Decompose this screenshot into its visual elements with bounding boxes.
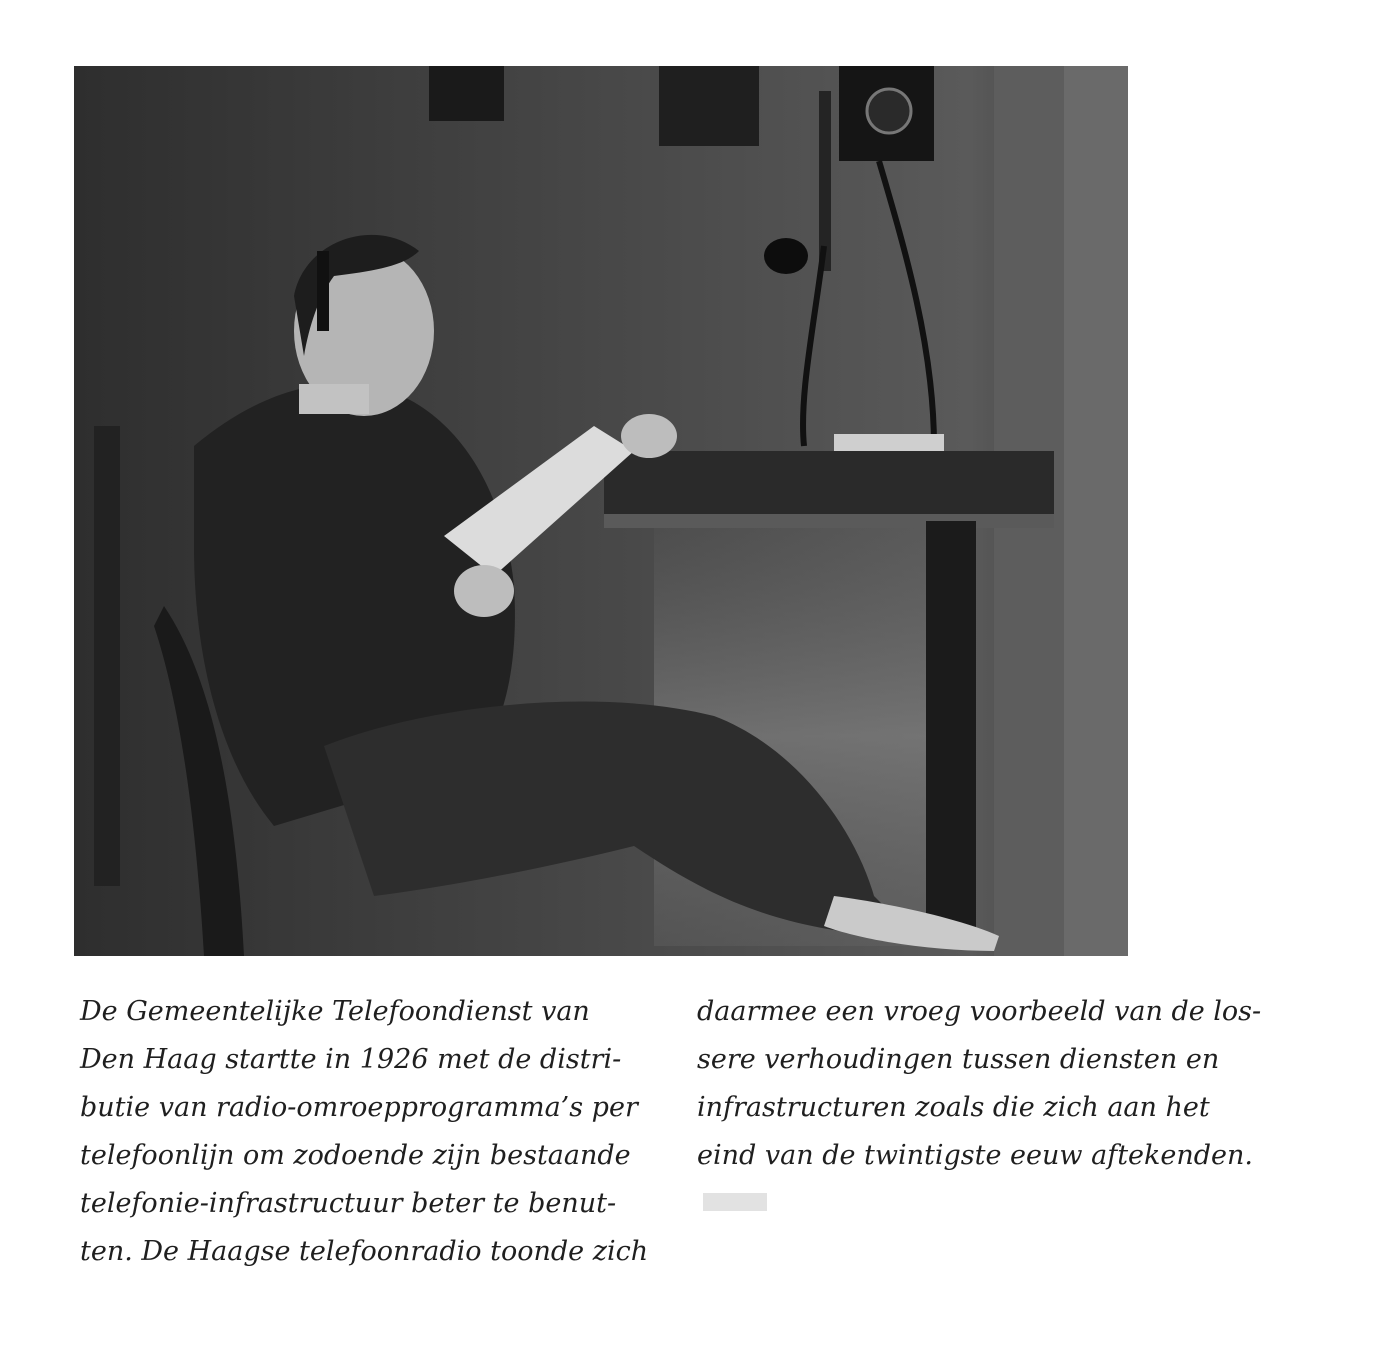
- telephone-bracket: [819, 91, 831, 271]
- caption-left-line-5: telefonie-infrastructuur beter te benut-: [80, 1188, 617, 1219]
- telephone-receiver: [764, 238, 808, 274]
- caption-right-line-4: eind van de twintigste eeuw aftekenden.: [697, 1140, 1253, 1171]
- man-hand-lower: [454, 565, 514, 617]
- wall-box-center: [659, 66, 759, 146]
- caption-left-line-2: Den Haag startte in 1926 met de distri-: [80, 1044, 622, 1075]
- headphone-band: [317, 251, 329, 331]
- telephone-dial: [867, 89, 911, 133]
- wall-box-left: [429, 66, 504, 121]
- caption-left-line-4: telefoonlijn om zodoende zijn bestaande: [80, 1140, 631, 1171]
- caption-right-column: [697, 988, 1262, 1180]
- caption-left-line-1: De Gemeentelijke Telefoondienst van: [80, 996, 590, 1027]
- caption-left-column: [80, 988, 655, 1276]
- caption-left-line-6: ten. De Haagse telefoonradio toonde zich: [80, 1236, 649, 1267]
- man-hand-upper: [621, 414, 677, 458]
- chair-post: [94, 426, 120, 886]
- caption-left-line-3: butie van radio-omroepprogramma’s per: [80, 1092, 638, 1123]
- historic-photo-man-listening-telephone-radio: [74, 66, 1128, 956]
- table-leg: [926, 521, 976, 941]
- caption-right-line-1: daarmee een vroeg voorbeeld van de los-: [697, 996, 1262, 1027]
- table-top: [604, 451, 1054, 521]
- table-edge: [604, 514, 1054, 528]
- end-of-caption-marker: [703, 1193, 767, 1211]
- caption-right-line-3: infrastructuren zoals die zich aan het: [697, 1092, 1210, 1123]
- shirt-collar: [299, 384, 369, 414]
- caption-right-line-2: sere verhoudingen tussen diensten en: [697, 1044, 1220, 1075]
- right-wall-edge: [1064, 66, 1128, 956]
